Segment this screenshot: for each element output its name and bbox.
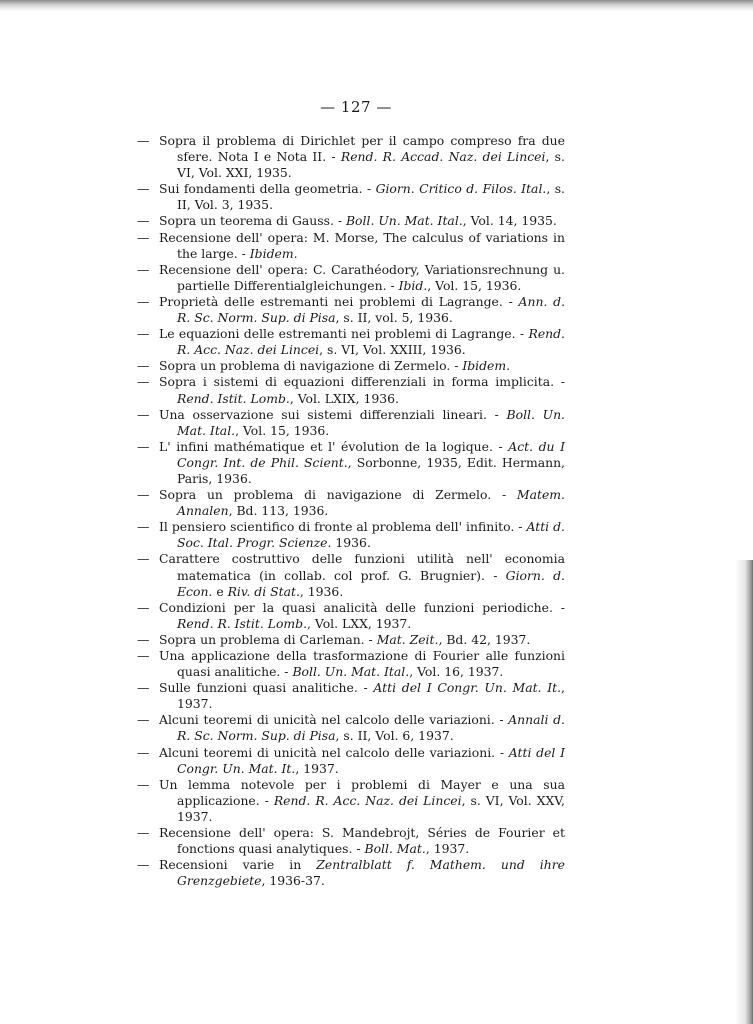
entry-text: , 1937. [295, 760, 339, 776]
entry-dash: — [137, 261, 150, 277]
bibliography-entry [137, 745, 565, 777]
entry-source-italic: Rend. R. Istit. Lomb. [177, 615, 308, 631]
entry-dash: — [137, 825, 150, 841]
entry-dash: — [137, 293, 150, 309]
entry-text: , s. VI, Vol. XXIII, 1936. [319, 342, 466, 358]
entry-text: Le equazioni delle estremanti nei problemi di Lagrange. - [159, 326, 529, 342]
entry-source-italic: Boll. Un. Mat. Ital. [177, 406, 565, 438]
entry-source-italic: Ibid. [398, 277, 428, 293]
entry-source-italic: Ibidem. [249, 245, 298, 261]
entry-text: Alcuni teoremi di unicità nel calcolo delle variazioni. - [159, 712, 509, 728]
bibliography-entry [137, 551, 565, 599]
entry-dash: — [137, 406, 150, 422]
entry-dash: — [137, 229, 150, 245]
entry-source-italic: Ibidem. [462, 358, 511, 374]
entry-text: Una osservazione sui sistemi differenziali lineari. - [159, 406, 507, 422]
scan-edge-right [735, 560, 753, 1024]
bibliography-entry [137, 213, 565, 229]
entry-source-italic: Mat. Zeit. [376, 631, 439, 647]
bibliography-entry [137, 439, 565, 487]
bibliography-list [137, 133, 565, 889]
entry-source-italic: Giorn. d. Econ. [177, 567, 565, 599]
entry-text: , Vol. LXX, 1937. [307, 615, 412, 631]
entry-text: e [212, 583, 228, 599]
bibliography-entry [137, 374, 565, 406]
entry-text: Condizioni per la quasi analicità delle funzioni periodiche. - [159, 599, 565, 615]
bibliography-entry [137, 857, 565, 889]
entry-text: , 1936. [299, 583, 344, 599]
bibliography-entry [137, 648, 565, 680]
entry-text: Sopra un problema di Carleman. - [159, 631, 377, 647]
entry-text: , Vol. 15, 1936. [427, 277, 522, 293]
entry-text: , 1937. [425, 841, 470, 857]
entry-source-italic: Atti d. Soc. Ital. Progr. Scienze. [177, 519, 565, 551]
entry-text: Sopra i sistemi di equazioni differenziali in forma implicita. - [159, 374, 565, 390]
entry-source-italic: Zentralblatt f. Mathem. und ihre Grenzgebiete [177, 857, 565, 889]
entry-text: Sopra un problema di navigazione di Zermelo. - [159, 358, 463, 374]
entry-dash: — [137, 438, 150, 454]
entry-dash: — [137, 648, 150, 663]
bibliography-entry [137, 326, 565, 358]
entry-text: Sulle funzioni quasi analitiche. - [159, 680, 374, 696]
bibliography-entry [137, 519, 565, 551]
entry-text: , 1936-37. [261, 873, 325, 889]
entry-text: Recensione dell' opera: S. Mandebrojt, Séries de Fourier et fonctions quasi analytiques. - [159, 825, 565, 857]
bibliography-entry [137, 600, 565, 632]
entry-text: Proprietà delle estremanti nei problemi di Lagrange. - [159, 293, 519, 309]
entry-text: Alcuni teoremi di unicità nel calcolo delle variazioni. - [159, 744, 509, 760]
entry-text: Sopra il problema di Dirichlet per il campo compreso fra due sfere. Nota I e Nota II. - [159, 133, 565, 165]
entry-text: , s. II, vol. 5, 1936. [335, 310, 453, 326]
bibliography-entry [137, 230, 565, 262]
entry-source-italic: Atti del I Congr. Un. Mat. It. [373, 680, 562, 696]
entry-text: , Bd. 113, 1936. [228, 503, 329, 519]
entry-dash: — [137, 551, 150, 567]
bibliography-entry [137, 825, 565, 857]
entry-text: Sopra un teorema di Gauss. - [159, 213, 346, 229]
entry-text: , Vol. LXIX, 1936. [289, 390, 399, 406]
entry-source-italic: Rend. Istit. Lomb. [177, 390, 290, 406]
entry-source-italic: Matem. Annalen [177, 487, 565, 519]
entry-text: , Bd. 42, 1937. [438, 631, 531, 647]
bibliography-entry [137, 777, 565, 825]
bibliography-entry [137, 358, 565, 374]
entry-source-italic: Ann. d. R. Sc. Norm. Sup. di Pisa [177, 293, 566, 326]
entry-text: Sui fondamenti della geometria. - [159, 181, 376, 197]
entry-text: Un lemma notevole per i problemi di Mayer e una sua applicazione. - [159, 776, 565, 808]
entry-text: Sopra un problema di navigazione di Zermelo. - [159, 487, 517, 503]
bibliography-entry [137, 487, 565, 519]
entry-text: , Vol. 16, 1937. [409, 664, 504, 680]
entry-text: L' infini mathématique et l' évolution de la logique. - [159, 438, 509, 454]
entry-text: , s. VI, Vol. XXI, 1935. [177, 149, 565, 181]
bibliography-entry [137, 133, 565, 181]
entry-source-italic: Atti del I Congr. Un. Mat. It. [177, 744, 565, 776]
bibliography-entry [137, 294, 565, 326]
bibliography-entry [137, 262, 565, 294]
bibliography-entry [137, 181, 565, 213]
entry-text: Recensione dell' opera: C. Carathéodory, Variationsrechnung u. partielle Differentialgleichungen. - [159, 261, 565, 293]
entry-text: , s. II, Vol. 6, 1937. [335, 728, 454, 744]
entry-source-italic: Boll. Un. Mat. Ital. [345, 213, 463, 229]
page-number: — 127 — [320, 98, 392, 116]
entry-text: , s. II, Vol. 3, 1935. [177, 181, 565, 213]
entry-source-italic: Riv. di Stat. [227, 583, 300, 599]
entry-source-italic: Annali d. R. Sc. Norm. Sup. di Pisa [177, 712, 565, 744]
bibliography-entry [137, 632, 565, 648]
entry-dash: — [137, 181, 150, 197]
entry-dash: — [137, 599, 150, 615]
entry-text: , s. VI, Vol. XXV, 1937. [177, 792, 565, 824]
entry-dash: — [137, 213, 150, 229]
entry-dash: — [137, 487, 150, 503]
entry-source-italic: Boll. Mat. [364, 841, 426, 857]
entry-text: , Vol. 15, 1936. [235, 422, 330, 438]
entry-text: , 1937. [177, 680, 565, 712]
entry-text: Carattere costruttivo delle funzioni utilità nell' economia matematica (in collab. col prof. G. Brugnier). - [159, 551, 565, 583]
bibliography-entry [137, 407, 565, 439]
scan-edge-top [0, 0, 753, 12]
entry-dash: — [137, 358, 150, 374]
entry-dash: — [137, 680, 150, 696]
entry-text: , Sorbonne, 1935, Edit. Hermann, Paris, 1936. [177, 454, 565, 486]
entry-text: Recensioni varie in [159, 857, 317, 873]
entry-source-italic: Rend. R. Acc. Naz. dei Lincei [273, 792, 462, 808]
entry-dash: — [137, 133, 150, 148]
entry-source-italic: Giorn. Critico d. Filos. Ital. [375, 181, 547, 197]
entry-text: 1936. [331, 535, 371, 551]
entry-source-italic: Act. du I Congr. Int. de Phil. Scient. [177, 438, 565, 470]
entry-text: Recensione dell' opera: M. Morse, The calculus of variations in the large. - [159, 229, 565, 261]
entry-text: Una applicazione della trasformazione di Fourier alle funzioni quasi analitiche. - [159, 648, 565, 680]
entry-source-italic: Rend. R. Accad. Naz. dei Lincei [340, 149, 546, 165]
entry-source-italic: Boll. Un. Mat. Ital. [292, 664, 410, 680]
entry-dash: — [137, 857, 150, 873]
entry-text: , Vol. 14, 1935. [462, 213, 557, 229]
bibliography-entry [137, 712, 565, 744]
entry-dash: — [137, 374, 150, 390]
entry-dash: — [137, 326, 150, 342]
entry-dash: — [137, 519, 150, 535]
entry-dash: — [137, 631, 150, 647]
entry-text: Il pensiero scientifico di fronte al problema dell' infinito. - [159, 519, 527, 535]
entry-dash: — [137, 712, 150, 728]
bibliography-entry [137, 680, 565, 712]
entry-dash: — [137, 776, 150, 792]
entry-dash: — [137, 744, 150, 760]
entry-source-italic: Rend. R. Acc. Naz. dei Lincei [177, 326, 565, 358]
